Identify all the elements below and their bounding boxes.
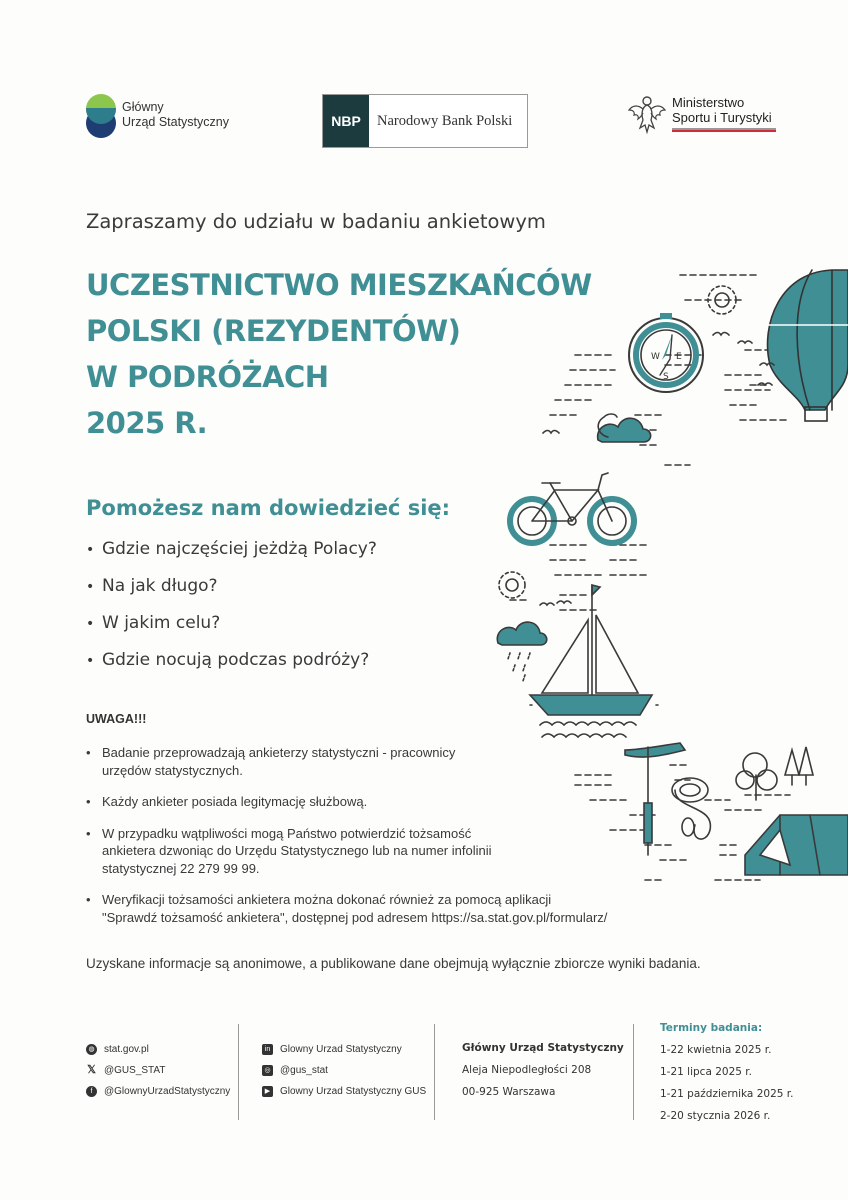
footer-link[interactable]: in Glowny Urzad Statystyczny [262, 1042, 426, 1063]
question-list [86, 535, 377, 683]
rain-cloud-icon [497, 622, 546, 681]
ministry-line2: Sportu i Turystyki [672, 110, 772, 125]
list-item: • W jakim celu? [86, 613, 221, 633]
nbp-logo [322, 94, 528, 148]
sailboat-icon [530, 585, 658, 737]
flag-stripe-red [672, 130, 776, 132]
sun-icon [499, 572, 525, 598]
list-item: • Gdzie najczęściej jeżdżą Polacy? [86, 539, 377, 559]
tent-icon [745, 815, 848, 875]
nbp-name: Narodowy Bank Polski [377, 113, 513, 129]
bird-icon [540, 333, 774, 606]
address-city: 00-925 Warszawa [462, 1086, 556, 1098]
instagram-icon: ◎ [262, 1065, 273, 1076]
ministry-logo [628, 92, 788, 142]
help-heading: Pomożesz nam dowiedzieć się: [86, 496, 451, 520]
footer-link[interactable]: ▶ Glowny Urzad Statystyczny GUS [262, 1084, 426, 1105]
term-date: 1-21 lipca 2025 r. [660, 1066, 752, 1078]
facebook-icon: f [86, 1086, 97, 1097]
term-date: 1-21 października 2025 r. [660, 1088, 794, 1100]
address-name: Główny Urząd Statystyczny [462, 1042, 624, 1054]
compass-icon [629, 313, 703, 392]
footer-contact-links [86, 1042, 230, 1105]
x-icon: 𝕏 [87, 1063, 96, 1076]
footer-link[interactable]: ◎ @gus_stat [262, 1063, 426, 1084]
footer-link[interactable]: 𝕏 @GUS_STAT [87, 1063, 166, 1076]
nbp-abbr: NBP [323, 95, 369, 147]
list-item: • Na jak długo? [86, 576, 218, 596]
notice-item: • Badanie przeprowadzają ankieterzy statystyczni - pracownicy urzędów statystycznych. [86, 745, 456, 778]
bicycle-icon [510, 473, 634, 543]
ice-axe-icon [625, 743, 685, 855]
title-line: W PODRÓŻACH [86, 360, 329, 394]
notice-item: • Każdy ankieter posiada legitymację służbową. [86, 794, 368, 809]
tree-icon [736, 747, 813, 800]
travel-illustration [480, 255, 848, 935]
anonymity-statement: Uzyskane informacje są anonimowe, a publikowane dane obejmują wyłącznie zbiorcze wyniki badania. [86, 956, 701, 971]
footer-divider [633, 1024, 634, 1120]
footer-survey-dates [660, 1020, 793, 1130]
term-date: 1-22 kwietnia 2025 r. [660, 1044, 772, 1056]
globe-icon: ◍ [86, 1044, 97, 1055]
title-line: 2025 R. [86, 406, 208, 440]
list-item: • Gdzie nocują podczas podróży? [86, 650, 370, 670]
footer-divider [238, 1024, 239, 1120]
rope-icon [672, 778, 710, 839]
intro-text: Zapraszamy do udziału w badaniu ankietowym [86, 210, 546, 233]
gus-logo-line2: Urząd Statystyczny [122, 115, 229, 129]
linkedin-icon: in [262, 1044, 273, 1055]
svg-text:W: W [651, 352, 660, 362]
term-date: 2-20 stycznia 2026 r. [660, 1110, 771, 1122]
notice-item: • Weryfikacji tożsamości ankietera można dokonać również za pomocą aplikacji "Sprawdź tożsamość ankietera", dostępnej pod adresem https://sa.stat.gov.pl/formularz/ [86, 892, 608, 925]
footer-address [462, 1040, 624, 1106]
ministry-line1: Ministerstwo [672, 95, 745, 110]
footer-link[interactable]: f @GlownyUrzadStatystyczny [86, 1084, 230, 1105]
footer-social-links [262, 1042, 426, 1105]
eagle-emblem-icon [628, 94, 666, 136]
youtube-icon: ▶ [262, 1086, 273, 1097]
hot-air-balloon-icon [768, 270, 848, 421]
gus-logo-line1: Główny [122, 100, 164, 114]
notice-heading: UWAGA!!! [86, 712, 147, 726]
address-street: Aleja Niepodległości 208 [462, 1064, 592, 1076]
footer-divider [434, 1024, 435, 1120]
title-line: POLSKI (REZYDENTÓW) [86, 314, 461, 348]
footer-link[interactable]: ◍ stat.gov.pl [86, 1042, 230, 1063]
terms-heading: Terminy badania: [660, 1022, 763, 1034]
title-line: UCZESTNICTWO MIESZKAŃCÓW [86, 268, 592, 302]
cloud-icon [598, 414, 651, 442]
notice-item: • W przypadku wątpliwości mogą Państwo potwierdzić tożsamość ankietera dzwoniąc do Urzędu Statystycznego lub na numer infolinii statystycznej 22 279 99 99. [86, 825, 492, 876]
svg-text:E: E [676, 352, 682, 362]
gus-logo [86, 94, 246, 144]
svg-text:S: S [663, 372, 669, 382]
